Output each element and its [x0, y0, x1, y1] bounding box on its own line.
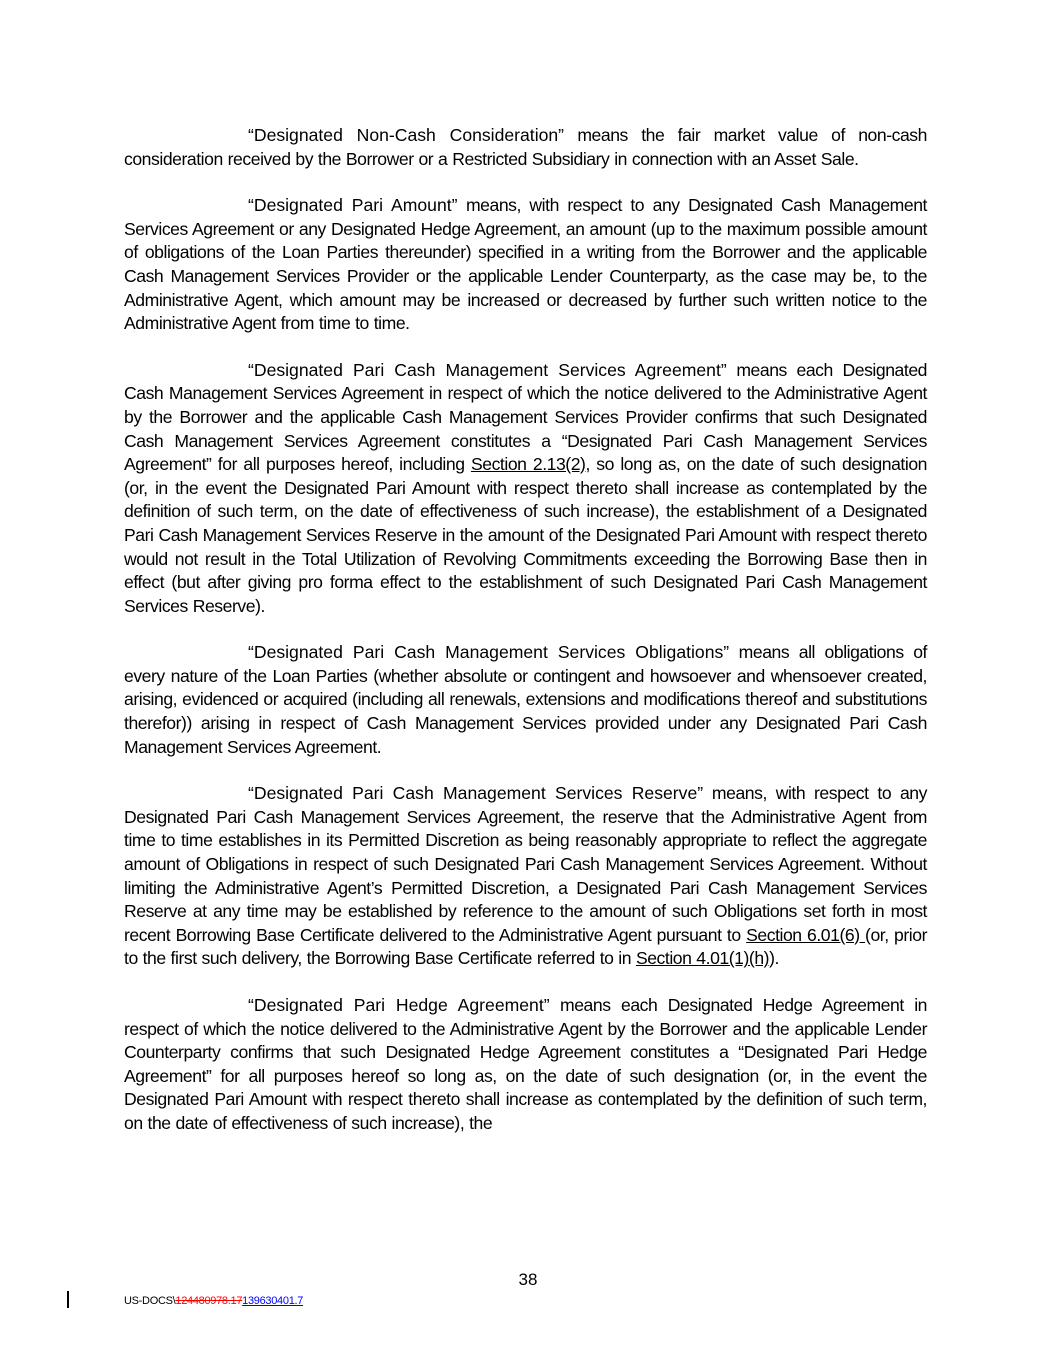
definition-designated-non-cash-consideration [124, 124, 927, 171]
section-reference-link[interactable]: Section 6.01(6) [746, 924, 866, 945]
definition-text: means, with respect to any Designated Cash Management Services Agreement or any Designated Hedge Agreement, an amount (up to the maximum possible amount of obligations of the Loan Parties thereunder) specified in a writing from the Borrower and the applicable Cash Management Services Provider or the applicable Lender Counterparty, as the case may be, to the Administrative Agent, which amount may be increased or decreased by further such written notice to the Administrative Agent from time to time. [124, 195, 927, 334]
defined-term: “Designated Pari Amount” [248, 195, 458, 216]
definition-designated-pari-cms-obligations [124, 641, 927, 759]
section-reference-link[interactable]: Section 4.01(1)(h) [635, 948, 770, 969]
definition-text: means each Designated Hedge Agreement in respect of which the notice delivered to the Administrative Agent by the Borrower and the applicable Lender Counterparty confirms that such Designated Hedge Agreement constitutes a “Designated Pari Hedge Agreement” for all purposes hereof so long as, on the date of such designation (or, in the event the Designated Pari Amount with respect thereto shall increase as contemplated by the definition of such term, on the date of effectiveness of such increase), the [124, 995, 927, 1133]
document-id-prefix: US-DOCS\ [124, 1295, 176, 1307]
definition-text: means the fair market value of non-cash consideration received by the Borrower or a Restricted Subsidiary in connection with an Asset Sale. [124, 125, 927, 169]
document-id-deleted: 124480978.17 [175, 1295, 243, 1307]
defined-term: “Designated Pari Cash Management Services Obligations” [248, 642, 730, 663]
defined-term: “Designated Pari Hedge Agreement” [248, 995, 550, 1015]
defined-term: “Designated Pari Cash Management Services Reserve” [248, 783, 704, 804]
defined-term: “Designated Pari Cash Management Services Agreement” [248, 359, 727, 380]
definition-designated-pari-cms-agreement [124, 359, 927, 619]
revision-change-bar [67, 1291, 69, 1308]
definition-designated-pari-amount [124, 194, 927, 336]
definition-text: means all obligations of every nature of the Loan Parties (whether absolute or contingent and howsoever and whensoever created, arising, evidenced or acquired (including all renewals, extensions and modifications thereof and substitutions therefor)) arising in respect of Cash Management Services provided under any Designated Pari Cash Management Services Agreement. [124, 642, 927, 757]
definition-designated-pari-cms-reserve [124, 782, 927, 971]
definition-text-middle: (or, prior to the first such delivery, the Borrowing Base Certificate referred to in [124, 924, 927, 969]
page-number: 38 [518, 1270, 538, 1289]
definitions-section [124, 124, 927, 1159]
section-reference-link[interactable]: Section 2.13(2) [470, 454, 586, 475]
definition-designated-pari-hedge-agreement [124, 994, 927, 1136]
definition-text-continued: , so long as, on the date of such designation (or, in the event the Designated Pari Amount with respect thereto shall increase as contemplated by the definition of such term, on the date of effectiveness of such increase), the establishment of a Designated Pari Cash Management Services Reserve in the amount of the Designated Pari Amount with respect thereto would not result in the Total Utilization of Revolving Commitments exceeding the Borrowing Base then in effect (but after giving pro forma effect to the establishment of such Designated Pari Cash Management Services Reserve). [124, 454, 928, 616]
definition-text: means each Designated Cash Management Services Agreement in respect of which the notice delivered to the Administrative Agent by the Borrower and the applicable Cash Management Services Provider confirms that such Designated Cash Management Services Agreement constitutes a “Designated Pari Cash Management Services Agreement” for all purposes hereof, including [124, 359, 927, 475]
definition-text-continued: ). [769, 948, 779, 969]
defined-term: “Designated Non-Cash Consideration” [248, 125, 565, 145]
document-id-inserted: 139630401.7 [242, 1295, 304, 1307]
definition-text: means, with respect to any Designated Pari Cash Management Services Agreement, the reserve that the Administrative Agent from time to time establishes in its Permitted Discretion as being reasonably appropriate to reflect the aggregate amount of Obligations in respect of such Designated Pari Cash Management Services Agreement. Without limiting the Administrative Agent’s Permitted Discretion, a Designated Pari Cash Management Services Reserve at any time may be established by reference to the amount of such Obligations set forth in most recent Borrowing Base Certificate delivered to the Administrative Agent pursuant to [124, 783, 927, 945]
document-id [124, 1295, 303, 1307]
